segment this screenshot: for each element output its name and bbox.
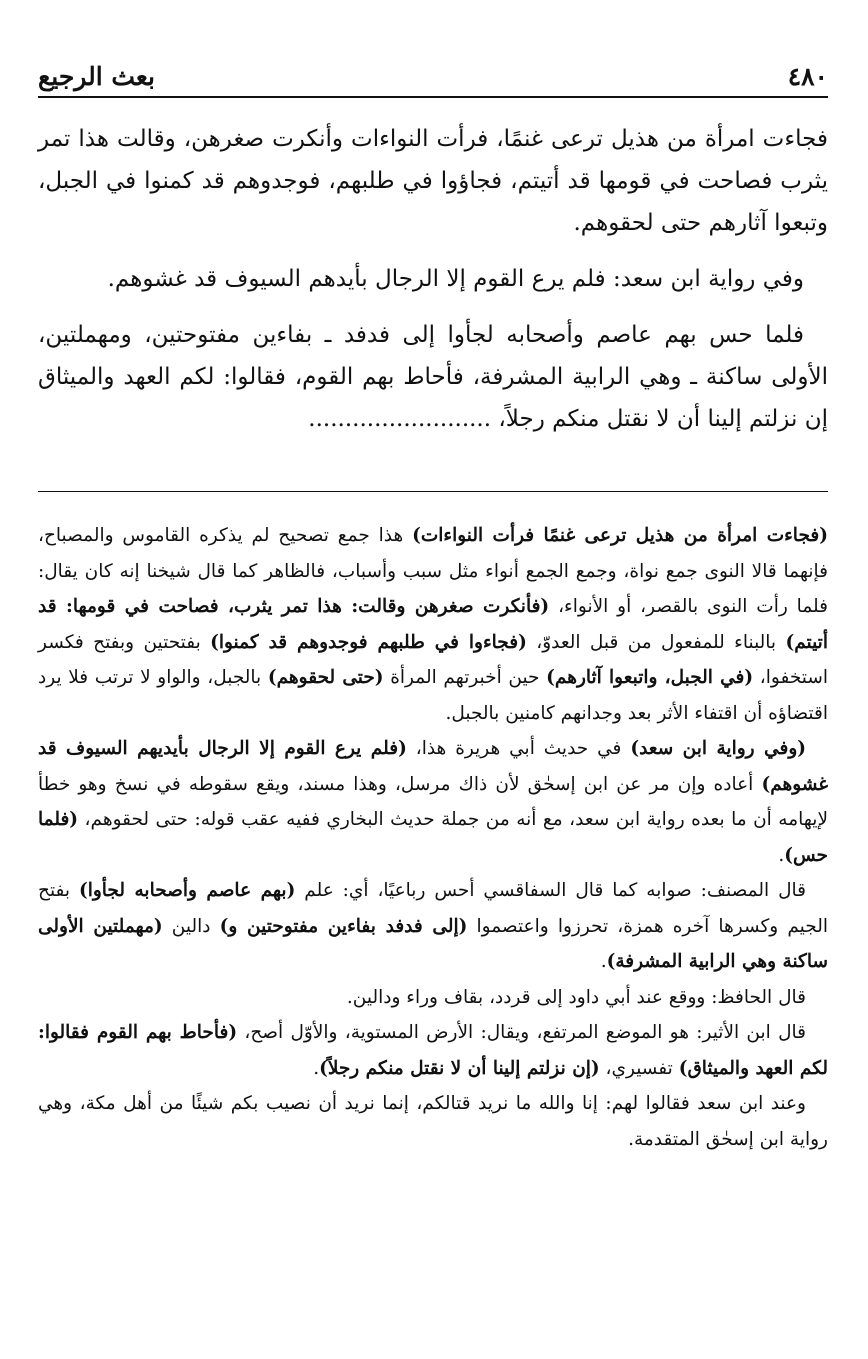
comment: بالبناء للمفعول من قبل العدوّ، bbox=[526, 631, 786, 653]
quote: (فجاءت امرأة من هذيل ترعى غنمًا فرأت النواءات) bbox=[412, 525, 828, 546]
quote: (فلما حس) bbox=[38, 809, 828, 866]
quote: (فأحاط بهم القوم فقالوا: لكم العهد والميثاق) bbox=[38, 1022, 828, 1079]
quote: (فلم يرع القوم إلا الرجال بأيديهم السيوف قد غشوهم) bbox=[38, 738, 828, 795]
comment: حين أخبرتهم المرأة bbox=[383, 667, 547, 688]
comment: قال ابن الأثير: هو الموضع المرتفع، ويقال: الأرض المستوية، والأوّل أصح، bbox=[237, 1022, 807, 1043]
page-header bbox=[38, 52, 828, 98]
comment: بالجبل، والواو لا ترتب فلا يرد اقتضاؤه أن اقتفاء الأثر بعد وجدانهم كامنين بالجبل. bbox=[38, 667, 828, 724]
comment: بفتحتين وبفتح فكسر استخفوا، bbox=[38, 631, 828, 688]
main-paragraph-3: فلما حس بهم عاصم وأصحابه لجأوا إلى فدفد ـ بفاءين مفتوحتين، ومهملتين، الأولى ساكنة ـ وهي الرابية المشرفة، فأحاط بهم القوم، فقالوا: لكم العهد والميثاق إن نزلتم إلينا أن لا نقتل منكم رجلاً، ......................... bbox=[38, 322, 828, 432]
quote: (إلى فدفد بفاءين مفتوحتين و) bbox=[219, 915, 468, 937]
commentary-paragraph-6: وعند ابن سعد فقالوا لهم: إنا والله ما نريد قتالكم، إنما نريد أن نصيب بكم شيئًا من أهل مكة، وهي رواية ابن إسحٰق المتقدمة. bbox=[38, 1093, 828, 1150]
comment: تفسيري، bbox=[599, 1057, 679, 1079]
comment: . bbox=[313, 1057, 320, 1079]
comment: . bbox=[778, 844, 785, 866]
comment: قال المصنف: صوابه كما قال السفاقسي أحس رباعيًا، أي: علم bbox=[295, 880, 807, 901]
comment: بفتح الجيم وكسرها آخره همزة، تحرزوا واعتصموا bbox=[38, 880, 828, 937]
comment: دالين bbox=[162, 915, 220, 937]
commentary-paragraph-1 bbox=[38, 518, 828, 731]
commentary-paragraph-3 bbox=[38, 873, 828, 980]
commentary-paragraph-5 bbox=[38, 1015, 828, 1086]
footnote-separator bbox=[38, 491, 828, 492]
quote: (وفي رواية ابن سعد) bbox=[630, 738, 807, 759]
comment: في حديث أبي هريرة هذا، bbox=[406, 738, 631, 759]
commentary-paragraph-2 bbox=[38, 731, 828, 873]
main-paragraph-2: وفي رواية ابن سعد: فلم يرع القوم إلا الرجال بأيدهم السيوف قد غشوهم. bbox=[107, 266, 804, 292]
commentary-paragraph-4: قال الحافظ: ووقع عند أبي داود إلى قردد، بقاف وراء ودالين. bbox=[346, 986, 806, 1008]
page-number: ٤٨٠ bbox=[787, 62, 828, 91]
quote: (فجاءوا في طلبهم فوجدوهم قد كمنوا) bbox=[210, 631, 527, 653]
quote: (إن نزلتم إلينا أن لا نقتل منكم رجلاً) bbox=[319, 1057, 600, 1079]
quote: (فأنكرت صغرهن وقالت: هذا تمر يثرب، فصاحت في قومها: قد أتيتم) bbox=[38, 596, 828, 653]
running-title: بعث الرجيع bbox=[38, 62, 155, 91]
comment: أعاده وإن مر عن ابن إسحٰق لأن ذاك مرسل، وهذا مسند، ويقع سقوطه في نسخ وهو خطأ لإيهامه أن ما بعده رواية ابن سعد، مع أنه من جملة حديث البخاري ففيه عقب قوله: حتى لحقوهم، bbox=[38, 773, 828, 830]
quote: (بهم عاصم وأصحابه لجأوا) bbox=[78, 880, 296, 901]
main-text bbox=[38, 118, 828, 454]
quote: (مهملتين الأولى ساكنة وهي الرابية المشرفة) bbox=[38, 915, 828, 972]
main-paragraph-1: فجاءت امرأة من هذيل ترعى غنمًا، فرأت النواءات وأنكرت صغرهن، وقالت هذا تمر يثرب فصاحت في قومها قد أتيتم، فجاؤوا في طلبهم، فوجدوهم قد كمنوا في الجبل، وتبعوا آثارهم حتى لحقوهم. bbox=[38, 126, 828, 236]
quote: (حتى لحقوهم) bbox=[267, 667, 384, 688]
quote: (في الجبل، واتبعوا آثارهم) bbox=[546, 667, 754, 688]
comment: هذا جمع تصحيح لم يذكره القاموس والمصباح، فإنهما قالا النوى جمع نواة، وجمع الجمع أنواء مثل سبب وأسباب، فالظاهر كما قال شيخنا إنه كان يقال: فلما رأت النوى بالقصر، أو الأنواء، bbox=[38, 525, 828, 617]
comment: . bbox=[600, 951, 607, 972]
commentary bbox=[38, 518, 828, 1157]
